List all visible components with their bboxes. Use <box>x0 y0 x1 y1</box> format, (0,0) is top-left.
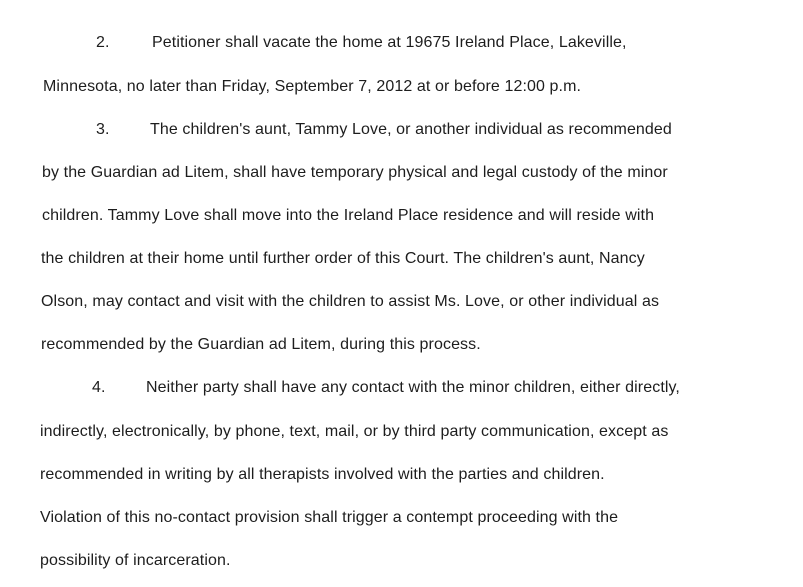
paragraph-3-line-5: Olson, may contact and visit with the children to assist Ms. Love, or other individual as <box>41 293 660 310</box>
paragraph-2-line-2: Minnesota, no later than Friday, September 7, 2012 at or before 12:00 p.m. <box>43 78 582 95</box>
paragraph-3-line-4: the children at their home until further order of this Court. The children's aunt, Nancy <box>41 250 645 267</box>
paragraph-3-line-3: children. Tammy Love shall move into the Ireland Place residence and will reside with <box>42 207 655 224</box>
paragraph-4-line-4: Violation of this no-contact provision shall trigger a contempt proceeding with the <box>40 509 619 526</box>
paragraph-2-number: 2. <box>96 34 110 51</box>
paragraph-4-line-2: indirectly, electronically, by phone, text, mail, or by third party communication, except as <box>40 423 669 440</box>
paragraph-3-line-2: by the Guardian ad Litem, shall have temporary physical and legal custody of the minor <box>42 164 668 181</box>
paragraph-4-number: 4. <box>92 379 106 396</box>
paragraph-4-line-5: possibility of incarceration. <box>40 552 231 569</box>
paragraph-2-text-1: Petitioner shall vacate the home at 19675 Ireland Place, Lakeville, <box>152 34 627 51</box>
paragraph-4-line-3: recommended in writing by all therapists involved with the parties and children. <box>40 466 605 483</box>
paragraph-4-text-1: Neither party shall have any contact with the minor children, either directly, <box>146 379 680 396</box>
paragraph-3-line-6: recommended by the Guardian ad Litem, during this process. <box>41 336 481 353</box>
paragraph-2-line-1 <box>96 34 627 52</box>
paragraph-3-line-1 <box>96 121 672 139</box>
paragraph-3-text-1: The children's aunt, Tammy Love, or another individual as recommended <box>150 121 672 138</box>
paragraph-3-number: 3. <box>96 121 110 138</box>
paragraph-4-line-1 <box>92 379 680 397</box>
